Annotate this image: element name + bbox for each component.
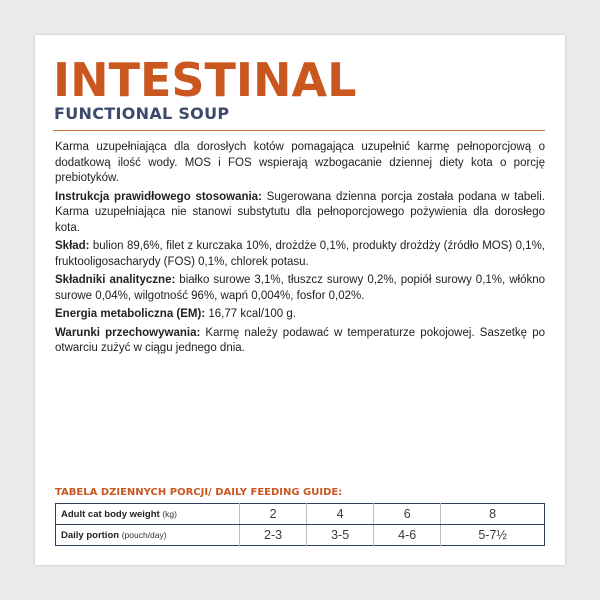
storage-paragraph bbox=[55, 326, 545, 357]
composition-label: Skład: bbox=[55, 240, 90, 252]
composition-paragraph bbox=[55, 239, 545, 270]
analytical-paragraph bbox=[55, 273, 545, 304]
label-card bbox=[35, 35, 565, 565]
row-label bbox=[56, 504, 240, 525]
analytical-text: białko surowe 3,1%, tłuszcz surowy 0,2%, popiół surowy 0,1%, włókno surowe 0,04%, wilgotność 96%, wapń 0,004%, fosfor 0,02%. bbox=[55, 274, 546, 302]
table-row bbox=[56, 504, 545, 525]
table-row bbox=[56, 525, 545, 546]
table-cell: 8 bbox=[441, 504, 545, 525]
intro-paragraph: Karma uzupełniająca dla dorosłych kotów pomagająca uzupełnić karmę pełnoporcjową o dodatkową ilość wody. MOS i FOS wspierają wzbogacanie dziennej diety kota o porcję prebiotyków. bbox=[55, 141, 545, 184]
usage-paragraph bbox=[55, 190, 545, 237]
usage-label: Instrukcja prawidłowego stosowania: bbox=[55, 190, 262, 203]
feeding-guide-title: TABELA DZIENNYCH PORCJI/ DAILY FEEDING GUIDE: bbox=[55, 487, 343, 498]
table-cell: 2-3 bbox=[240, 525, 307, 546]
table-cell: 2 bbox=[240, 504, 307, 525]
usage-text: Sugerowana dzienna porcja została podana w tabeli. Karma uzupełniająca nie stanowi substytutu dla pełnoporcjowego pożywienia dla dorosłego kota. bbox=[55, 190, 545, 234]
composition-text: bulion 89,6%, filet z kurczaka 10%, drożdże 0,1%, produkty drożdży (źródło MOS) 0,1%, fruktooligosacharydy (FOS) 0,1%, chlorek potasu. bbox=[55, 240, 545, 268]
energy-paragraph bbox=[55, 307, 545, 323]
table-cell: 6 bbox=[374, 504, 441, 525]
table-cell: 4-6 bbox=[374, 525, 441, 546]
row-label bbox=[56, 525, 240, 546]
feeding-guide-table bbox=[55, 503, 545, 546]
storage-label: Warunki przechowywania: bbox=[55, 326, 201, 339]
table-cell: 5-7½ bbox=[441, 525, 545, 546]
portion-unit: (pouch/day) bbox=[121, 529, 167, 540]
product-subtitle: FUNCTIONAL SOUP bbox=[54, 104, 230, 123]
table-cell: 3-5 bbox=[307, 525, 374, 546]
energy-label: Energia metaboliczna (EM): bbox=[55, 308, 206, 320]
title-divider bbox=[53, 130, 545, 131]
weight-unit: (kg) bbox=[162, 508, 177, 519]
portion-label: Daily portion bbox=[61, 529, 120, 541]
analytical-label: Składniki analityczne: bbox=[55, 274, 176, 286]
product-description bbox=[55, 140, 545, 360]
energy-text: 16,77 kcal/100 g. bbox=[205, 308, 296, 320]
product-title: INTESTINAL bbox=[53, 53, 357, 107]
table-cell: 4 bbox=[307, 504, 374, 525]
weight-label: Adult cat body weight bbox=[61, 508, 160, 520]
storage-text: Karmę należy podawać w temperaturze pokojowej. Saszetkę po otwarciu zużyć w ciągu jednego dnia. bbox=[55, 326, 545, 354]
